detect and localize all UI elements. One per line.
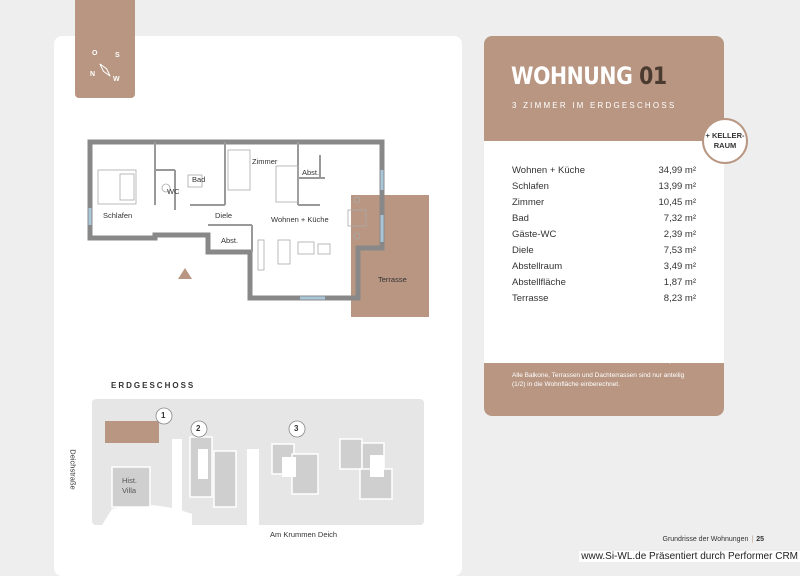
site-number-2: 2 — [196, 424, 201, 433]
footer-text: Grundrisse der Wohnungen — [662, 536, 749, 543]
entry-marker — [178, 268, 192, 279]
room-label-diele: Diele — [215, 211, 233, 220]
room-label-abst-bottom: Abst. — [221, 236, 239, 245]
compass-o: O — [92, 50, 98, 57]
room-row: Schlafen 13,99 m² — [512, 181, 696, 192]
room-row: Terrasse 8,23 m² — [512, 293, 696, 304]
area-note: Alle Balkone, Terrassen und Dachterrassen sind nur anteilig (1/2) in die Wohnfläche einberechnet. — [512, 372, 685, 388]
site-number-1: 1 — [161, 411, 166, 420]
compass-s: S — [115, 52, 120, 59]
footer-separator: | — [751, 536, 754, 543]
room-label-wohnen: Wohnen + Küche — [271, 215, 329, 224]
room-label-terrasse: Terrasse — [378, 275, 407, 284]
cellar-badge: + KELLER- RAUM — [702, 118, 748, 164]
site-plan — [92, 399, 424, 525]
room-row: Abstellraum 3,49 m² — [512, 261, 696, 272]
site-number-3: 3 — [294, 424, 299, 433]
site-villa-label: Hist. Villa — [122, 476, 137, 495]
room-label-abst-top: Abst. — [302, 168, 320, 177]
room-row: Zimmer 10,45 m² — [512, 197, 696, 208]
room-label-zimmer: Zimmer — [252, 157, 278, 166]
room-row: Wohnen + Küche 34,99 m² — [512, 165, 696, 176]
room-table — [484, 141, 724, 363]
room-label-wc: WC — [167, 187, 180, 196]
room-row: Gäste-WC 2,39 m² — [512, 229, 696, 240]
room-row: Abstellfläche 1,87 m² — [512, 277, 696, 288]
total-area-value: 90,26 m² — [657, 354, 696, 365]
street-label-deichstrasse: Deichstraße — [68, 449, 78, 490]
room-row: Bad 7,32 m² — [512, 213, 696, 224]
compass-n: N — [90, 71, 96, 78]
apartment-card — [484, 36, 724, 416]
footer — [663, 536, 765, 543]
site-title: ERDGESCHOSS — [111, 381, 196, 390]
street-label-krummen-deich: Am Krummen Deich — [270, 530, 338, 539]
room-label-schlafen: Schlafen — [103, 211, 133, 220]
apartment-title — [511, 62, 667, 90]
page-number: 25 — [756, 536, 764, 543]
title-number: 01 — [639, 62, 667, 90]
room-label-bad: Bad — [192, 175, 206, 184]
apartment-subtitle: 3 ZIMMER IM ERDGESCHOSS — [512, 101, 677, 110]
outer-walls — [90, 142, 382, 298]
compass-icon — [75, 0, 135, 98]
watermark: www.Si-WL.de Präsentiert durch Performer CRM — [581, 551, 798, 562]
total-area-label: WOHNFLÄCHE CA. — [512, 354, 611, 365]
site-building-1 — [105, 421, 159, 443]
room-row: Diele 7,53 m² — [512, 245, 696, 256]
terrace-area — [351, 195, 429, 317]
compass-w: W — [113, 76, 120, 83]
compass-tab — [75, 0, 135, 98]
title-word: WOHNUNG — [511, 62, 633, 90]
